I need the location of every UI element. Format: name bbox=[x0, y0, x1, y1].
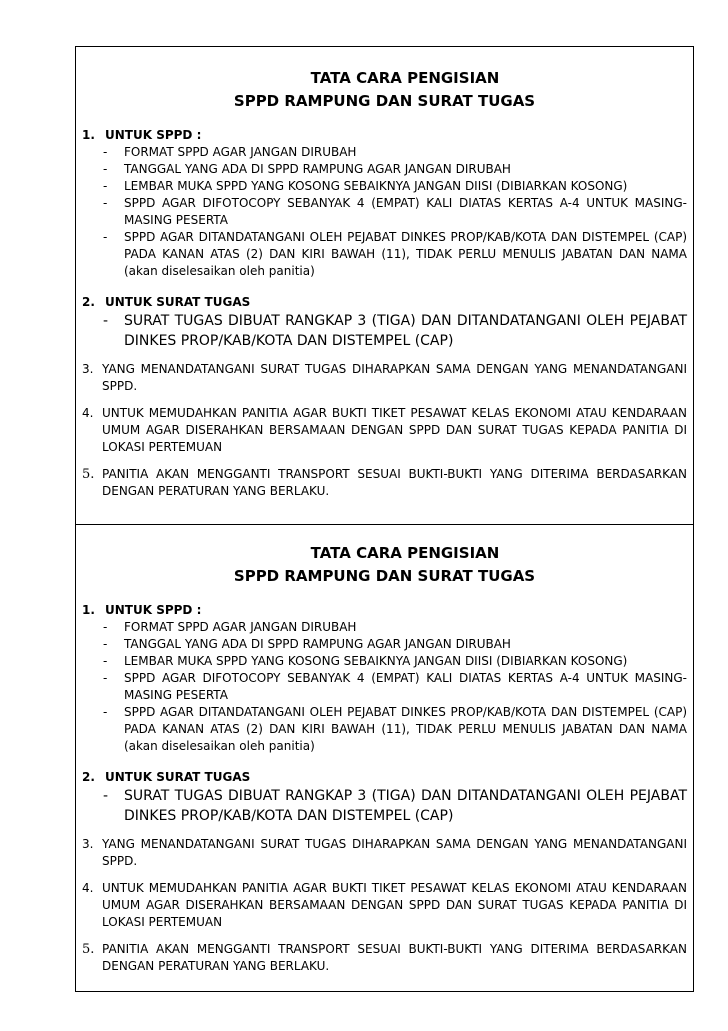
list-item: - FORMAT SPPD AGAR JANGAN DIRUBAH bbox=[102, 144, 687, 161]
section-heading-text: UNTUK SURAT TUGAS bbox=[105, 770, 251, 784]
paragraph-number: 5. bbox=[82, 467, 95, 482]
block-divider bbox=[76, 524, 693, 525]
paragraph-number: 4. bbox=[82, 406, 94, 420]
section-2-heading bbox=[82, 294, 687, 311]
paragraph-text: PANITIA AKAN MENGGANTI TRANSPORT SESUAI BUKTI-BUKTI YANG DITERIMA BERDASARKAN DENGAN PERATURAN YANG BERLAKU. bbox=[102, 467, 687, 498]
section-heading-text: UNTUK SURAT TUGAS bbox=[105, 295, 251, 309]
list-item: - FORMAT SPPD AGAR JANGAN DIRUBAH bbox=[102, 619, 687, 636]
surat-tugas-rules-list bbox=[82, 311, 687, 351]
section-number: 2. bbox=[82, 770, 95, 784]
list-item: - SPPD AGAR DIFOTOCOPY SEBANYAK 4 (EMPAT) KALI DIATAS KERTAS A-4 UNTUK MASING-MASING PESERTA bbox=[102, 195, 687, 229]
section-1-heading bbox=[82, 602, 687, 619]
sppd-rules-list bbox=[82, 619, 687, 755]
paragraph-number: 5. bbox=[82, 942, 95, 957]
paragraph-5 bbox=[82, 941, 687, 975]
paragraph-text: UNTUK MEMUDAHKAN PANITIA AGAR BUKTI TIKET PESAWAT KELAS EKONOMI ATAU KENDARAAN UMUM AGAR DISERAHKAN BERSAMAAN DENGAN SPPD DAN SURAT TUGAS KEPADA PANITIA DI LOKASI PERTEMUAN bbox=[102, 406, 687, 454]
block-title-line-1: TATA CARA PENGISIAN bbox=[310, 544, 500, 562]
paragraph-number: 3. bbox=[82, 837, 94, 851]
paragraph-4 bbox=[82, 880, 687, 931]
list-item: - SURAT TUGAS DIBUAT RANGKAP 3 (TIGA) DAN DITANDATANGANI OLEH PEJABAT DINKES PROP/KAB/KOTA DAN DISTEMPEL (CAP) bbox=[102, 786, 687, 826]
section-2-heading bbox=[82, 769, 687, 786]
section-heading-text: UNTUK SPPD : bbox=[105, 603, 202, 617]
document-sheet bbox=[75, 46, 694, 992]
paragraph-4 bbox=[82, 405, 687, 456]
list-item: - SPPD AGAR DITANDATANGANI OLEH PEJABAT DINKES PROP/KAB/KOTA DAN DISTEMPEL (CAP) PADA KANAN ATAS (2) DAN KIRI BAWAH (11), TIDAK PERLU MENULIS JABATAN DAN NAMA (akan diselesaikan oleh panitia) bbox=[102, 229, 687, 280]
paragraph-3 bbox=[82, 836, 687, 870]
section-heading-text: UNTUK SPPD : bbox=[105, 128, 202, 142]
paragraph-5 bbox=[82, 466, 687, 500]
paragraph-text: UNTUK MEMUDAHKAN PANITIA AGAR BUKTI TIKET PESAWAT KELAS EKONOMI ATAU KENDARAAN UMUM AGAR DISERAHKAN BERSAMAAN DENGAN SPPD DAN SURAT TUGAS KEPADA PANITIA DI LOKASI PERTEMUAN bbox=[102, 881, 687, 929]
block-title-line-2: SPPD RAMPUNG DAN SURAT TUGAS bbox=[233, 567, 536, 585]
paragraph-number: 4. bbox=[82, 881, 94, 895]
paragraph-number: 3. bbox=[82, 362, 94, 376]
section-number: 1. bbox=[82, 603, 95, 617]
paragraph-text: PANITIA AKAN MENGGANTI TRANSPORT SESUAI BUKTI-BUKTI YANG DITERIMA BERDASARKAN DENGAN PERATURAN YANG BERLAKU. bbox=[102, 942, 687, 973]
list-item: - SPPD AGAR DIFOTOCOPY SEBANYAK 4 (EMPAT) KALI DIATAS KERTAS A-4 UNTUK MASING-MASING PESERTA bbox=[102, 670, 687, 704]
paragraph-text: YANG MENANDATANGANI SURAT TUGAS DIHARAPKAN SAMA DENGAN YANG MENANDATANGANI SPPD. bbox=[102, 837, 687, 868]
paragraph-3 bbox=[82, 361, 687, 395]
list-item: - SPPD AGAR DITANDATANGANI OLEH PEJABAT DINKES PROP/KAB/KOTA DAN DISTEMPEL (CAP) PADA KANAN ATAS (2) DAN KIRI BAWAH (11), TIDAK PERLU MENULIS JABATAN DAN NAMA (akan diselesaikan oleh panitia) bbox=[102, 704, 687, 755]
sppd-rules-list bbox=[82, 144, 687, 280]
instruction-block-2 bbox=[82, 542, 687, 975]
list-item: - TANGGAL YANG ADA DI SPPD RAMPUNG AGAR JANGAN DIRUBAH bbox=[102, 636, 687, 653]
list-item: - TANGGAL YANG ADA DI SPPD RAMPUNG AGAR JANGAN DIRUBAH bbox=[102, 161, 687, 178]
section-number: 2. bbox=[82, 295, 95, 309]
paragraph-text: YANG MENANDATANGANI SURAT TUGAS DIHARAPKAN SAMA DENGAN YANG MENANDATANGANI SPPD. bbox=[102, 362, 687, 393]
instruction-block-1 bbox=[82, 67, 687, 500]
list-item: - LEMBAR MUKA SPPD YANG KOSONG SEBAIKNYA JANGAN DIISI (DIBIARKAN KOSONG) bbox=[102, 178, 687, 195]
surat-tugas-rules-list bbox=[82, 786, 687, 826]
list-item: - LEMBAR MUKA SPPD YANG KOSONG SEBAIKNYA JANGAN DIISI (DIBIARKAN KOSONG) bbox=[102, 653, 687, 670]
section-1-heading bbox=[82, 127, 687, 144]
block-title-line-2: SPPD RAMPUNG DAN SURAT TUGAS bbox=[233, 92, 536, 110]
block-title-line-1: TATA CARA PENGISIAN bbox=[310, 69, 500, 87]
section-number: 1. bbox=[82, 128, 95, 142]
list-item: - SURAT TUGAS DIBUAT RANGKAP 3 (TIGA) DAN DITANDATANGANI OLEH PEJABAT DINKES PROP/KAB/KOTA DAN DISTEMPEL (CAP) bbox=[102, 311, 687, 351]
